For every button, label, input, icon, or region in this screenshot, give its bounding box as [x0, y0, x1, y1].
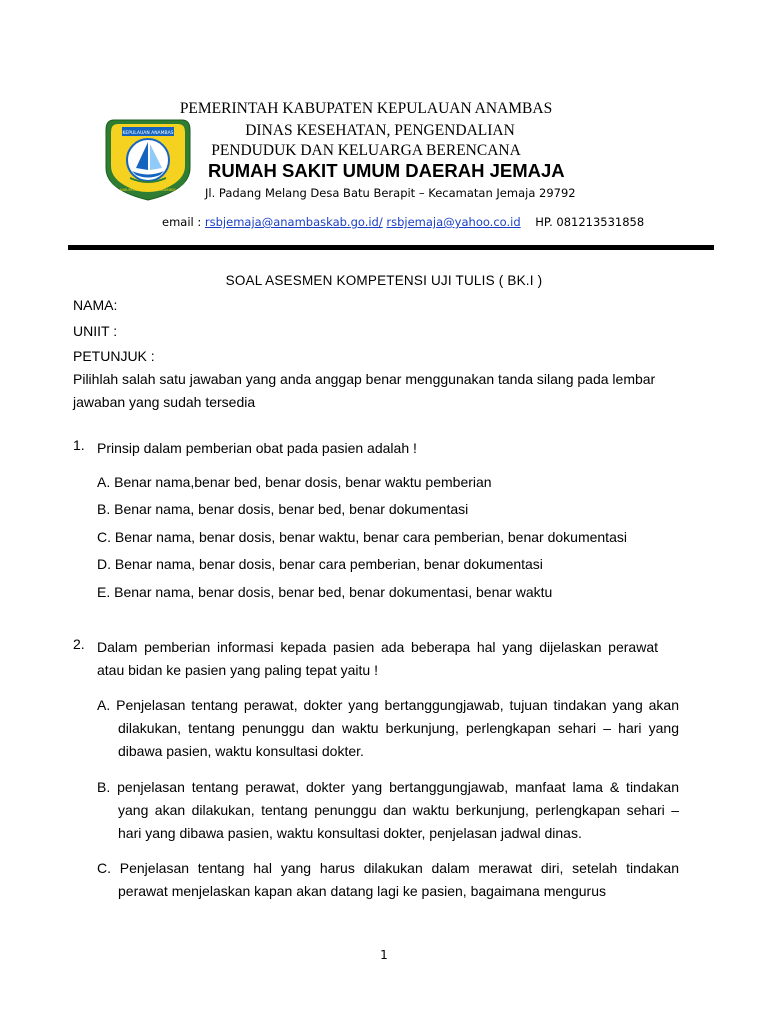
email-label: email :	[162, 215, 205, 229]
document-title: SOAL ASESMEN KOMPETENSI UJI TULIS ( BK.I )	[225, 273, 543, 288]
name-field-label: NAMA:	[73, 297, 118, 313]
question-1-option-b: B. Benar nama, benar dosis, benar bed, benar dokumentasi	[97, 501, 469, 517]
question-2	[0, 636, 768, 682]
question-2-option-b: B. penjelasan tentang perawat, dokter yang bertanggungjawab, manfaat lama & tindakan yang akan dilakukan, tentang penunggu dan waktu berkunjung, perlengkapan sehari – hari yang dibawa pasien, waktu konsultasi dokter, penjelasan jadwal dinas.	[97, 779, 679, 841]
letterhead-line-1: PEMERINTAH KABUPATEN KEPULAUAN ANAMBAS	[179, 100, 553, 117]
header-divider	[68, 245, 714, 250]
letterhead-line-3: PENDUDUK DAN KELUARGA BERENCANA	[211, 142, 521, 159]
logo-top-text: KEPULAUAN ANAMBAS	[122, 131, 174, 136]
question-2-option-c: C. Penjelasan tentang hal yang harus dilakukan dalam merawat diri, setelah tindakan perawat menjelaskan kapan akan datang lagi ke pasien, bagaimana mengurus	[97, 860, 679, 899]
hospital-address: Jl. Padang Melang Desa Batu Berapit – Kecamatan Jemaja 29792	[205, 186, 576, 200]
question-2-option-a: A. Penjelasan tentang perawat, dokter yang bertanggungjawab, tujuan tindakan yang akan dilakukan, tentang penunggu dan waktu berkunjung, perlengkapan sehari – hari yang dibawa pasien, waktu konsultasi dokter.	[97, 697, 679, 759]
question-1	[0, 437, 768, 457]
question-1-option-d: D. Benar nama, benar dosis, benar cara pemberian, benar dokumentasi	[97, 556, 543, 572]
letterhead-line-2: DINAS KESEHATAN, PENGENDALIAN	[245, 122, 515, 139]
question-1-option-e: E. Benar nama, benar dosis, benar bed, benar dokumentasi, benar waktu	[97, 584, 553, 600]
question-1-option-a: A. Benar nama,benar bed, benar dosis, benar waktu pemberian	[97, 474, 492, 490]
question-text: Dalam pemberian informasi kepada pasien ada beberapa hal yang dijelaskan perawat atau bidan ke pasien yang paling tepat yaitu !	[97, 639, 658, 678]
email-link-2[interactable]: rsbjemaja@yahoo.co.id	[386, 215, 521, 229]
instructions-label: PETUNJUK :	[73, 348, 155, 364]
regency-emblem-logo	[100, 108, 196, 204]
instructions-text: Pilihlah salah satu jawaban yang anda anggap benar menggunakan tanda silang pada lembar jawaban yang sudah tersedia	[73, 371, 656, 410]
hospital-name: RUMAH SAKIT UMUM DAERAH JEMAJA	[208, 160, 565, 181]
phone-number: HP. 081213531858	[535, 215, 645, 229]
question-number: 2.	[73, 636, 85, 652]
contact-line	[162, 215, 644, 229]
email-link-1[interactable]: rsbjemaja@anambaskab.go.id/	[204, 215, 383, 229]
logo-bottom-text: KABUPATEN KEPULAUAN ANAMBAS	[120, 188, 176, 192]
question-1-option-c: C. Benar nama, benar dosis, benar waktu, benar cara pemberian, benar dokumentasi	[97, 529, 627, 545]
question-text: Prinsip dalam pemberian obat pada pasien adalah !	[97, 440, 417, 456]
page-number: 1	[380, 948, 388, 962]
unit-field-label: UNIIT :	[73, 323, 118, 339]
question-number: 1.	[73, 437, 85, 453]
